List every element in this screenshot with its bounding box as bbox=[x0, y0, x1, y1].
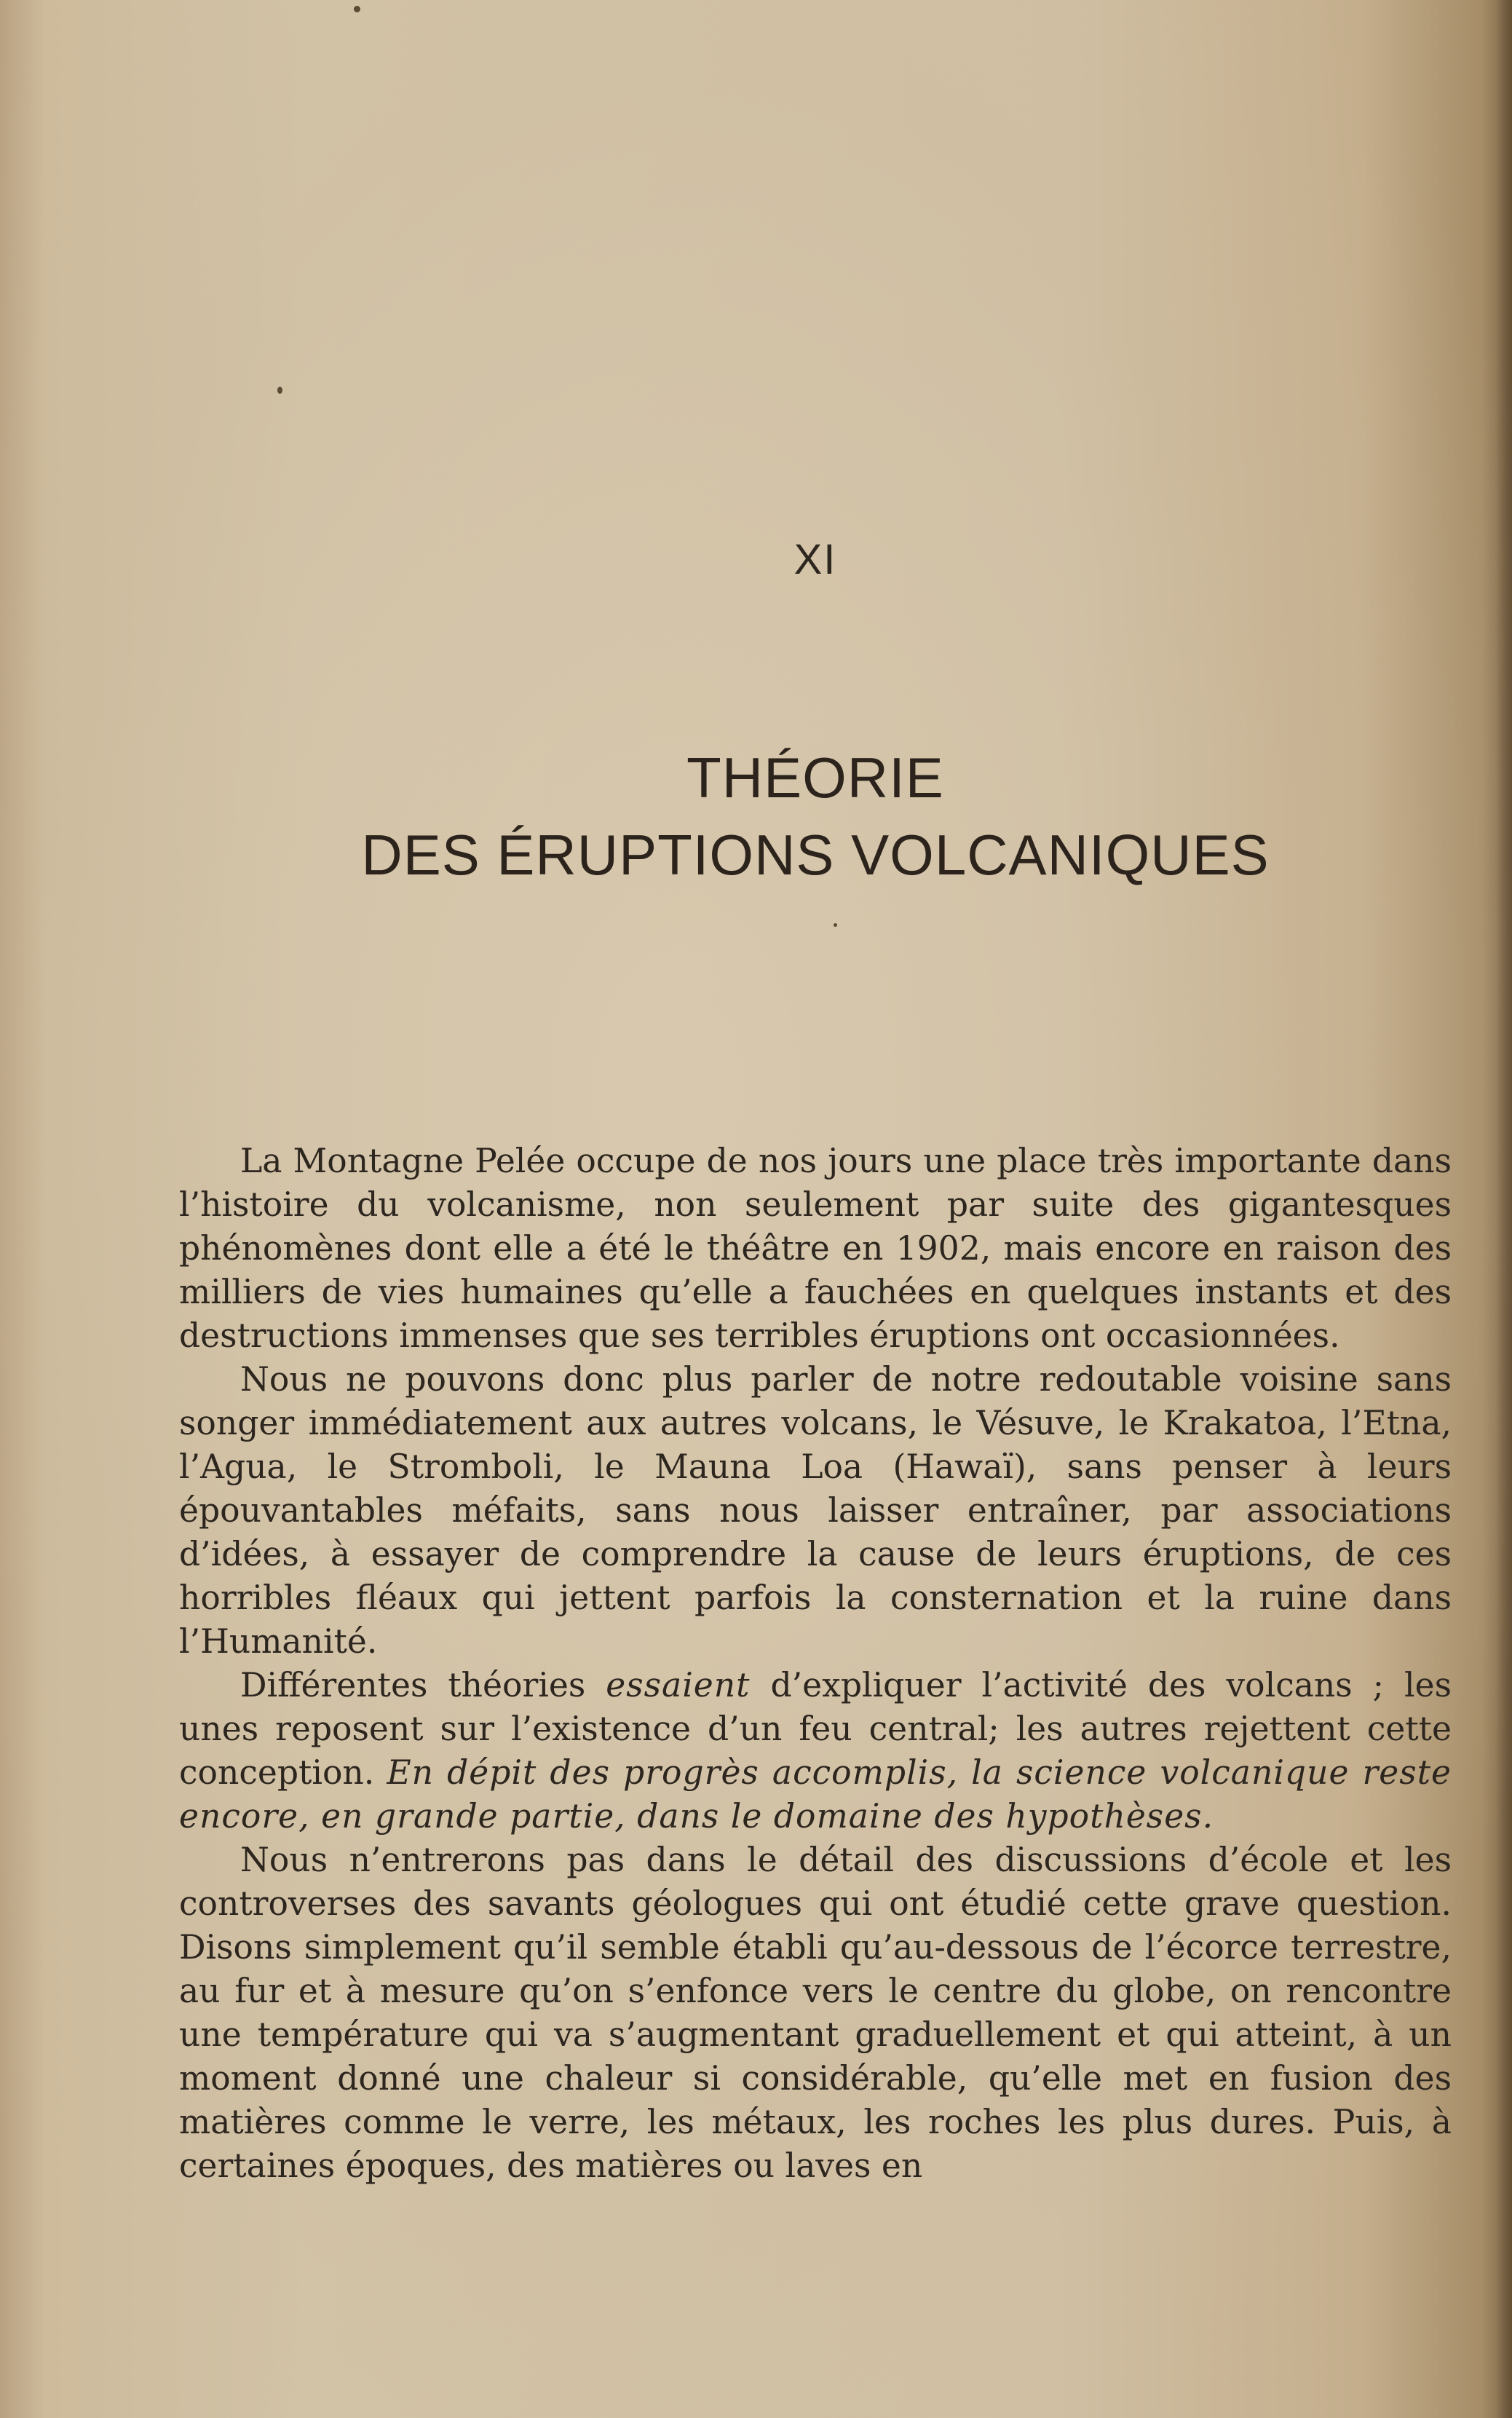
paragraph-3-italic-b: En dépit des progrès accomplis, la science volcanique reste encore, en grande partie, dans le domaine des hypothèses. bbox=[179, 1753, 1452, 1836]
body-text bbox=[179, 1139, 1452, 2188]
paragraph-3-text-a: Différentes théories bbox=[240, 1666, 606, 1704]
paper-speck bbox=[277, 387, 282, 394]
chapter-number: XI bbox=[793, 536, 837, 583]
paper-speck bbox=[354, 6, 360, 12]
chapter-title-line-1: THÉORIE bbox=[686, 746, 944, 810]
page-edge-shadow bbox=[1496, 0, 1512, 2418]
paragraph-4: Nous n’entrerons pas dans le détail des discussions d’école et les controverses des savants géologues qui ont étudié cette grave question. Disons simplement qu’il semble établi qu’au-dessous de l’écorce terrestre, au fur et à mesure qu’on s’enfonce vers le centre du globe, on rencontre une température qui va s’augmentant graduellement et qui atteint, à un moment donné une chaleur si considérable, qu’elle met en fusion des matières comme le verre, les métaux, les roches les plus dures. Puis, à certaines époques, des matières ou laves en bbox=[179, 1841, 1452, 2185]
chapter-title bbox=[0, 739, 1512, 893]
paragraph-3 bbox=[179, 1664, 1452, 1838]
paragraph-1: La Montagne Pelée occupe de nos jours une place très importante dans l’histoire du volcanisme, non seulement par suite des gigantesques phénomènes dont elle a été le théâtre en 1902, mais encore en raison des milliers de vies humaines qu’elle a fauchées en quelques instants et des destructions immenses que ses terribles éruptions ont occasionnées. bbox=[179, 1142, 1452, 1355]
paragraph-2: Nous ne pouvons donc plus parler de notre redoutable voisine sans songer immédiatement aux autres volcans, le Vésuve, le Krakatoa, l’Etna, l’Agua, le Stromboli, le Mauna Loa (Hawaï), sans penser à leurs épouvantables méfaits, sans nous laisser entraîner, par associations d’idées, à essayer de comprendre la cause de leurs éruptions, de ces horribles fléaux qui jettent parfois la consternation et la ruine dans l’Humanité. bbox=[179, 1360, 1452, 1661]
paper-speck bbox=[834, 923, 837, 927]
chapter-title-line-2: DES ÉRUPTIONS VOLCANIQUES bbox=[361, 823, 1270, 887]
paragraph-3-text-b: d’expliquer l’activité des volcans ; les unes reposent sur l’existence d’un feu central; les autres rejettent cette conception. bbox=[179, 1666, 1452, 1792]
paragraph-3-italic-a: essaient bbox=[606, 1666, 751, 1704]
